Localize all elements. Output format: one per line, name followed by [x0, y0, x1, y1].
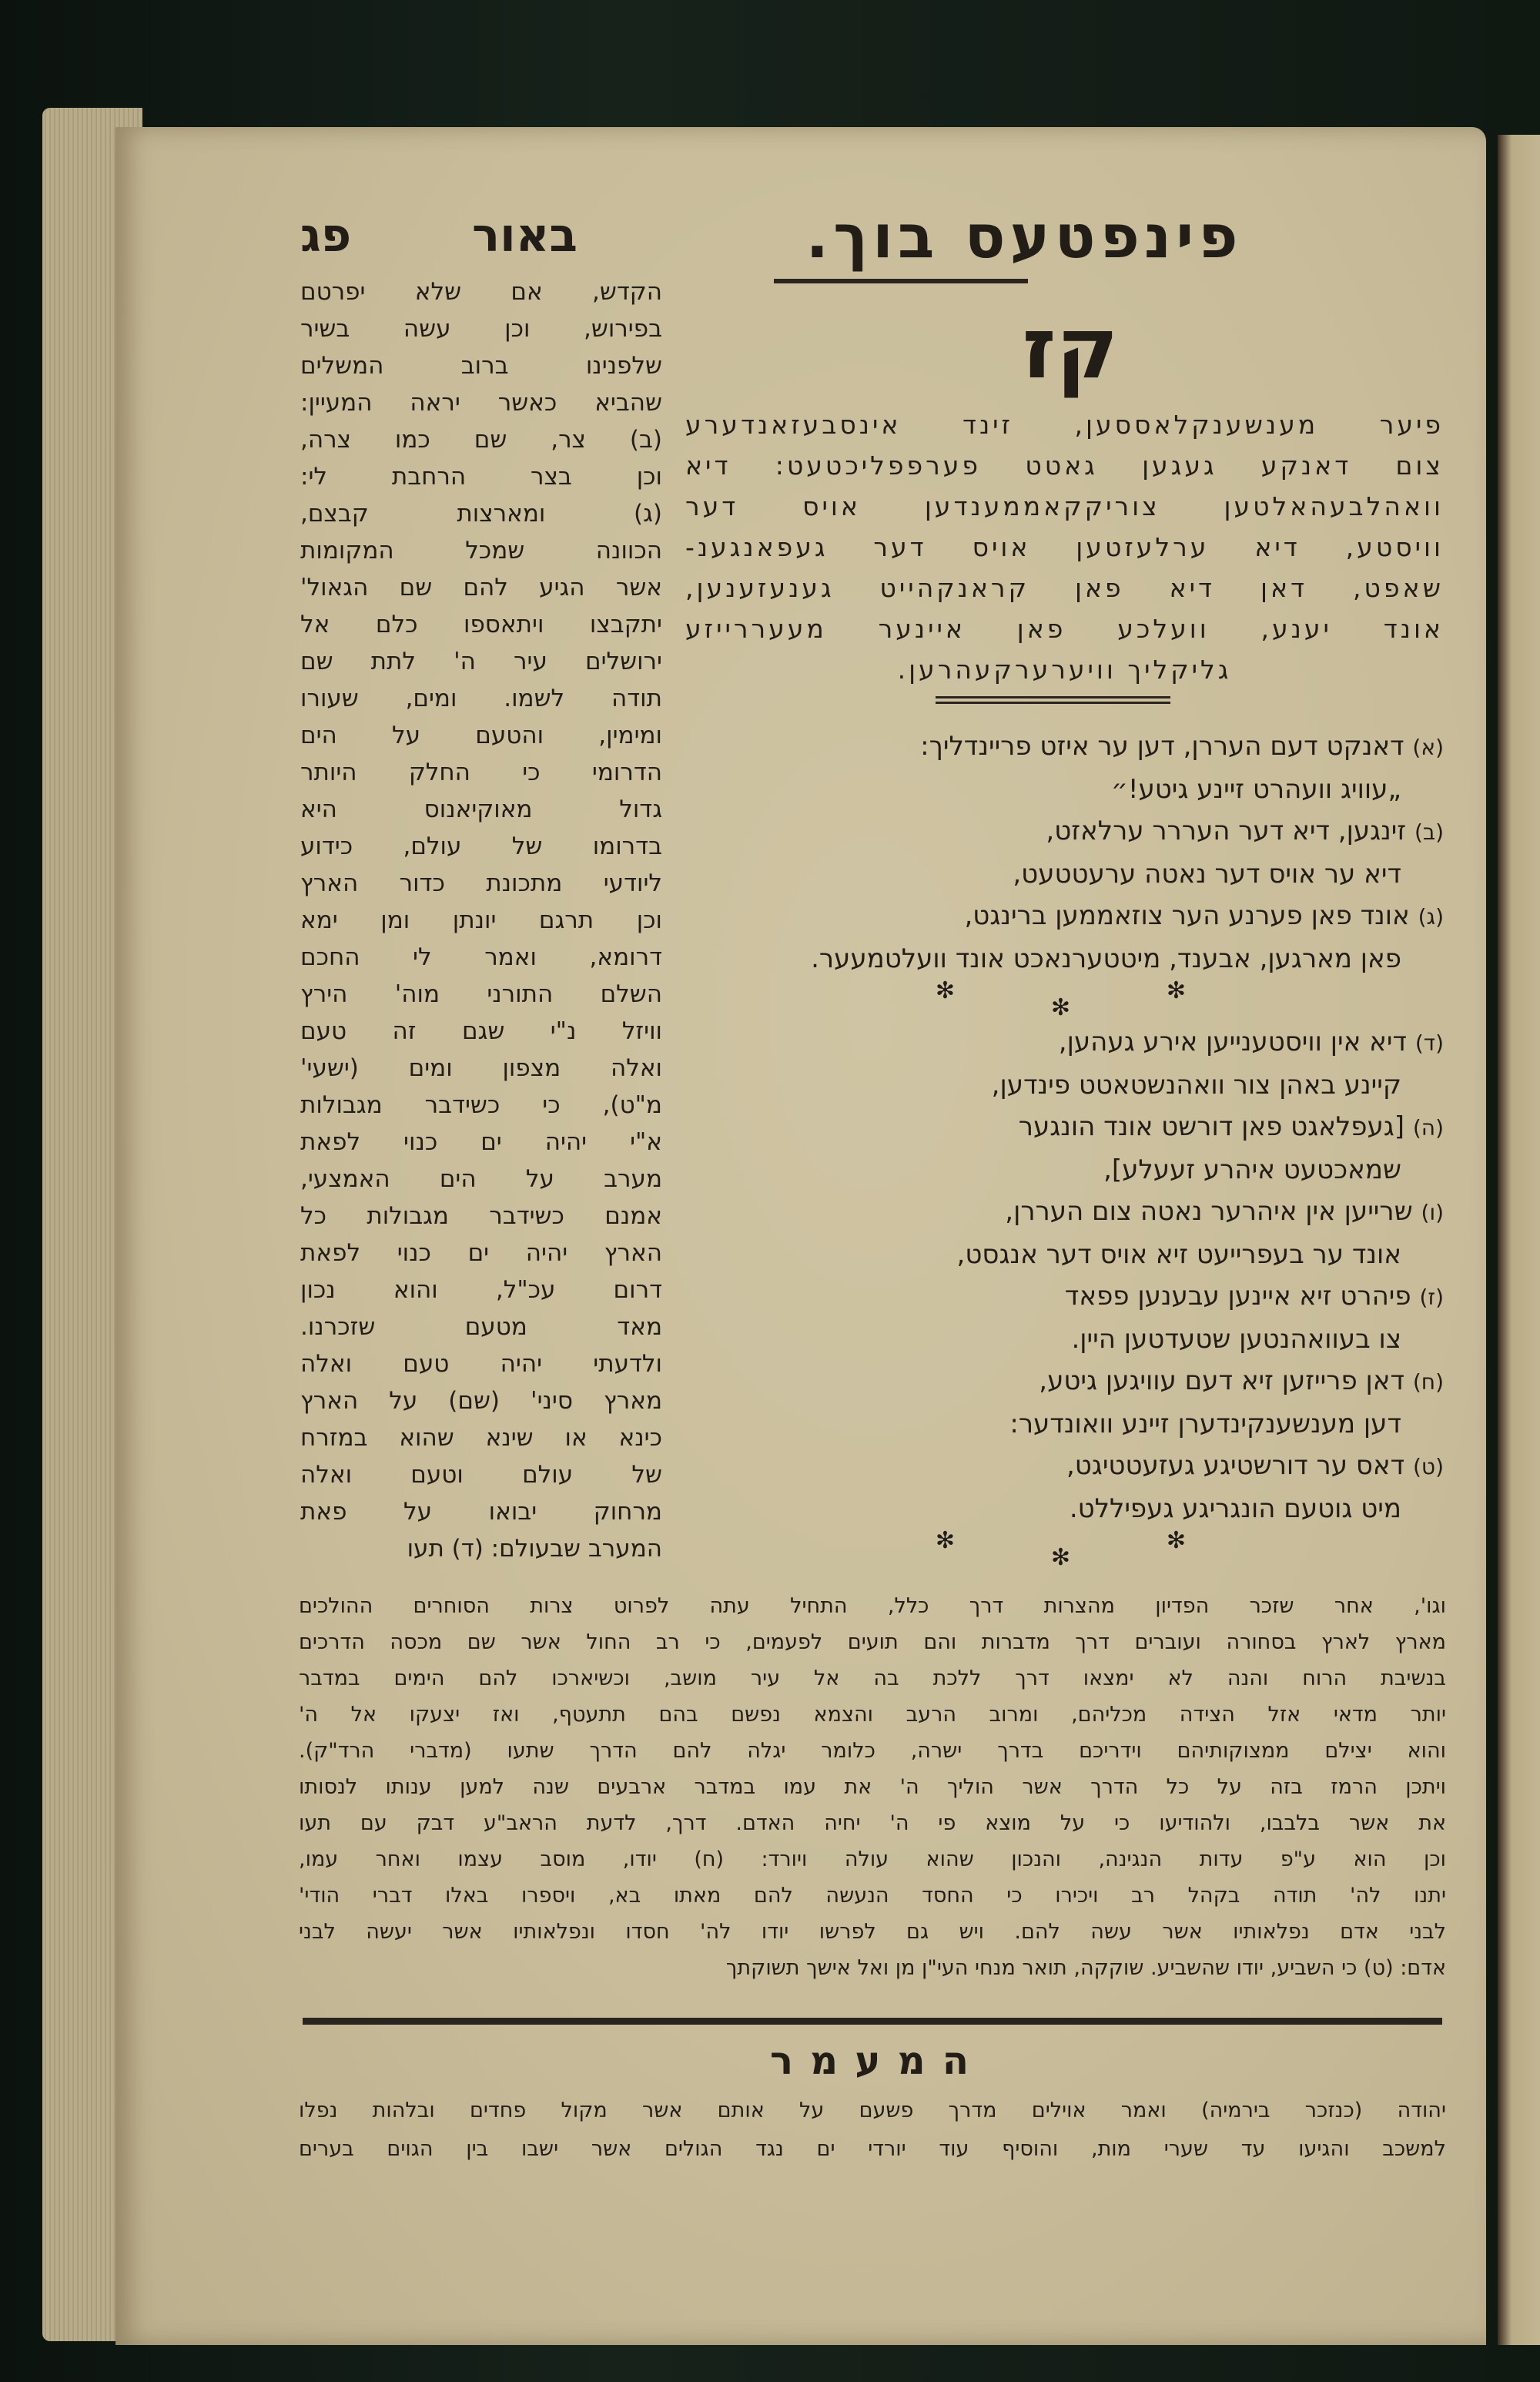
section-stars	[697, 977, 1444, 1021]
intro-line: צום דאנקע געגען גאטט פערפפליכטעט: דיא	[685, 451, 1444, 481]
running-head-word: באור	[472, 209, 578, 263]
verse-line	[697, 895, 1444, 938]
commentary-line: ליודעי מתכונת כדור הארץ	[300, 869, 662, 897]
intro-line: פיער מענשענקלאססען, זינד אינסבעזאנדערע	[685, 410, 1444, 440]
verse-line	[697, 725, 1444, 769]
verse-line	[697, 1318, 1444, 1360]
commentary-line: ויתכן הרמז בזה על כל הדרך אשר הוליך ה' את עמו במדבר ארבעים שנה למען ענותו לנסותו	[299, 1775, 1446, 1799]
verse-line	[697, 1445, 1444, 1488]
verse-line	[697, 1064, 1444, 1106]
translation-verses	[697, 725, 1444, 1571]
commentary-line: הדרומי כי החלק היותר	[300, 759, 662, 786]
verse-text: דאנקט דעם העררן, דען ער איזט פריינדליך:	[920, 731, 1404, 762]
verse-text: דאס ער דורשטיגע געזעטטיגט,	[1066, 1450, 1405, 1481]
commentary-line: וגו', אחר שזכר הפדיון מהצרות דרך כלל, התחיל עתה לפרוט צרות הסוחרים ההולכים	[299, 1594, 1446, 1618]
memaamar-line: למשכב והגיעו עד שערי מות, והוסיף עוד יורדי ים נגד הגולים אשר ישבו בין הגוים בערים	[299, 2137, 1446, 2161]
commentary-line: לבני אדם נפלאותיו אשר עשה להם. ויש גם לפרשו יודו לה' חסדו ונפלאותיו אשר יעשה לבני	[299, 1920, 1446, 1944]
commentary-line: מרחוק יבואו על פאת	[300, 1498, 662, 1526]
memaamar-line: יהודה (כנזכר בירמיה) ואמר אוילים מדרך פשעם על אותם אשר מקול פחדים ובלהות נפלו	[299, 2099, 1446, 2122]
commentary-line: ירושלים עיר ה' לתת שם	[300, 648, 662, 675]
verse-text: פאן מארגען, אבענד, מיטטערנאכט אונד וועלטמעער.	[811, 943, 1401, 974]
intro-line: אונד יענע, וועלכע פאן איינער מעעררייזע	[685, 614, 1444, 644]
verse-line	[697, 1234, 1444, 1275]
commentary-line: יתקבצו ויתאספו כלם אל	[300, 611, 662, 638]
commentary-line: בדרומו של עולם, כידוע	[300, 833, 662, 860]
psalm-introduction	[685, 404, 1444, 690]
verse-line	[697, 769, 1444, 810]
intro-line: שאפט, דאן דיא פאן קראנקהייט גענעזענען,	[685, 573, 1444, 603]
facing-page-edge	[1498, 135, 1540, 2345]
commentary-line: וויזל נ"י שגם זה טעם	[300, 1017, 662, 1045]
commentary-line: דרום עכ"ל, והוא נכון	[300, 1276, 662, 1304]
commentary-bottom	[299, 1588, 1446, 1986]
verse-number: (ט)	[1412, 1454, 1444, 1479]
commentary-line: וכן בצר הרחבת לי:	[300, 463, 662, 491]
star-ornament-icon: ✻	[1166, 977, 1186, 1004]
memaamar-heading: המעמר	[769, 2039, 986, 2083]
commentary-line: בפירוש, וכן עשה בשיר	[300, 315, 662, 343]
verse-line	[697, 810, 1444, 853]
commentary-line: אמנם כשידבר מגבולות כל	[300, 1202, 662, 1230]
commentary-line: (ב) צר, שם כמו צרה,	[300, 426, 662, 454]
double-rule	[936, 696, 1170, 704]
verse-text: דיא אין וויסטענייען אירע געהען,	[1058, 1027, 1408, 1057]
page-title: פינפטעס בוך.	[805, 203, 1243, 272]
commentary-line: מארץ לארץ בסחורה ועוברים דרך מדברות והם תועים לפעמים, כי רב החול אשר שם מכסה הדרכים	[299, 1630, 1446, 1654]
verse-line	[697, 1488, 1444, 1529]
star-ornament-icon: ✻	[1166, 1527, 1186, 1554]
verse-number: (ח)	[1412, 1369, 1444, 1395]
commentary-line: (ג) ומארצות קבצם,	[300, 500, 662, 528]
verse-text: שמאכטעט איהרע זעעלע],	[1103, 1154, 1401, 1185]
commentary-column	[300, 273, 662, 1567]
commentary-line: שהביא כאשר יראה המעיין:	[300, 389, 662, 417]
commentary-line: תודה לשמו. ומים, שעורו	[300, 685, 662, 712]
title-rule	[774, 279, 1028, 283]
commentary-line: אדם: (ט) כי השביע, יודו שהשביע. שוקקה, תואר מנחי העי"ן מן ואל אישך תשוקתך	[725, 1956, 1446, 1980]
commentary-line: את אשר בלבבו, ולהודיעו כי על מוצא פי ה' יחיה האדם. דרך, לדעת הראב"ע דבק עם תעו	[299, 1811, 1446, 1835]
star-ornament-icon: ✻	[1050, 994, 1070, 1021]
verse-text: זינגען, דיא דער העררר ערלאזט,	[1046, 816, 1407, 846]
commentary-line: שלפנינו ברוב המשלים	[300, 352, 662, 380]
verse-number: (ו)	[1421, 1200, 1444, 1225]
verse-text: דאן פרייזען זיא דעם עוויגען גיטע,	[1039, 1365, 1405, 1396]
verse-number: (ה)	[1412, 1115, 1444, 1141]
commentary-line: הכוונה שמכל המקומות	[300, 537, 662, 565]
commentary-line: יותר מדאי אזל הצידה מכליהם, ומרוב הרעב והצמא נפשם בהם תתעטף, ואז יצעקו אל ה'	[299, 1703, 1446, 1727]
commentary-line: וכן הוא ע"פ עדות הנגינה, והנכון שהוא עולה ויורד: (ח) יודו, מוסב עצמו ואחר עמו,	[299, 1848, 1446, 1871]
commentary-line: ואלה מצפון ומים (ישעי'	[300, 1054, 662, 1082]
commentary-line: השלם התורני מוה' הירץ	[300, 980, 662, 1008]
running-head	[300, 208, 578, 263]
verse-line	[697, 938, 1444, 980]
verse-text: אונד פאן פערנע הער צוזאממען ברינגט,	[964, 900, 1410, 931]
intro-line: גליקליך וויערערקעהרען.	[897, 655, 1232, 685]
verse-text: קיינע באהן צור וואהנשטאטט פינדען,	[991, 1070, 1401, 1101]
verse-line	[697, 1149, 1444, 1191]
commentary-line: ולדעתי יהיה טעם ואלה	[300, 1350, 662, 1378]
commentary-line: בנשיבת הרוח והנה לא ימצאו דרך ללכת בה אל עיר מושב, וכשיארכו להם הימים במדבר	[299, 1667, 1446, 1690]
commentary-line: והוא יצילם ממצוקותיהם וידריכם בדרך ישרה, כלומר יגלה להם הדרך שתעו (מדברי הרד"ק).	[299, 1739, 1446, 1763]
commentary-line: א"י יהיה ים כנוי לפאת	[300, 1128, 662, 1156]
commentary-line: מ"ט), כי כשידבר מגבולות	[300, 1091, 662, 1119]
star-ornament-icon: ✻	[935, 977, 955, 1004]
psalm-number: קז	[1022, 299, 1119, 397]
verse-line	[697, 853, 1444, 895]
verse-line	[697, 1191, 1444, 1234]
commentary-line: הארץ יהיה ים כנוי לפאת	[300, 1239, 662, 1267]
verse-text: פיהרט זיא איינען עבענען פפאד	[1064, 1281, 1411, 1312]
commentary-line: המערב שבעולם: (ד) תעו	[407, 1535, 662, 1563]
verse-line	[697, 1403, 1444, 1445]
verse-text: דיא ער אויס דער נאטה ערעטטעט,	[1013, 859, 1401, 889]
verse-line	[697, 1021, 1444, 1064]
commentary-line: מארץ סיני' (שם) על הארץ	[300, 1387, 662, 1415]
commentary-line: הקדש, אם שלא יפרטם	[300, 278, 662, 306]
commentary-line: אשר הגיע להם שם הגאול'	[300, 574, 662, 601]
commentary-line: דרומא, ואמר לי החכם	[300, 943, 662, 971]
section-stars	[697, 1529, 1444, 1571]
verse-number: (ז)	[1419, 1285, 1444, 1310]
commentary-line: מאד מטעם שזכרנו.	[300, 1313, 662, 1341]
commentary-line: של עולם וטעם ואלה	[300, 1461, 662, 1489]
commentary-line: כינא או שינא שהוא במזרח	[300, 1424, 662, 1452]
commentary-line: מערב על הים האמצעי,	[300, 1165, 662, 1193]
verse-line	[697, 1106, 1444, 1149]
star-ornament-icon: ✻	[935, 1527, 955, 1554]
intro-line: וויסטע, דיא ערלעזטען אויס דער געפאנגענ-	[685, 532, 1444, 562]
verse-line	[697, 1275, 1444, 1318]
commentary-line: גדול מאוקיאנוס היא	[300, 796, 662, 823]
commentary-line: יתנו לה' תודה בקהל רב ויכירו כי החסד הנעשה להם מאתו בא, ויספרו באלו דברי הודי'	[299, 1884, 1446, 1908]
verse-text: מיט גוטעם הונגריגע געפיללט.	[1069, 1493, 1401, 1524]
verse-number: (ב)	[1414, 819, 1444, 845]
memaamar-text	[299, 2092, 1446, 2169]
commentary-line: וכן תרגם יונתן ומן ימא	[300, 906, 662, 934]
verse-number: (ד)	[1414, 1030, 1444, 1056]
verse-text: צו בעוואהנטען שטעדטען היין.	[1071, 1324, 1401, 1355]
verse-text: [געפלאגט פאן דורשט אונד הונגער	[1018, 1111, 1405, 1142]
verse-text: אונד ער בעפרייעט זיא אויס דער אנגסט,	[956, 1239, 1401, 1270]
verse-text: שרייען אין איהרער נאטה צום העררן,	[1005, 1196, 1413, 1227]
section-rule	[303, 2018, 1442, 2025]
verse-line	[697, 1360, 1444, 1403]
verse-text: דען מענשענקינדערן זיינע וואונדער:	[1009, 1409, 1401, 1439]
verse-number: (ג)	[1418, 904, 1444, 930]
verse-number: (א)	[1412, 735, 1444, 760]
verse-text: „עוויג וועהרט זיינע גיטע!״	[1110, 774, 1401, 805]
page-number: פג	[300, 209, 352, 263]
intro-line: וואהלבעהאלטען צוריקקאממענדען אויס דער	[685, 491, 1444, 521]
commentary-line: ומימין, והטעם על הים	[300, 722, 662, 749]
star-ornament-icon: ✻	[1050, 1544, 1070, 1571]
